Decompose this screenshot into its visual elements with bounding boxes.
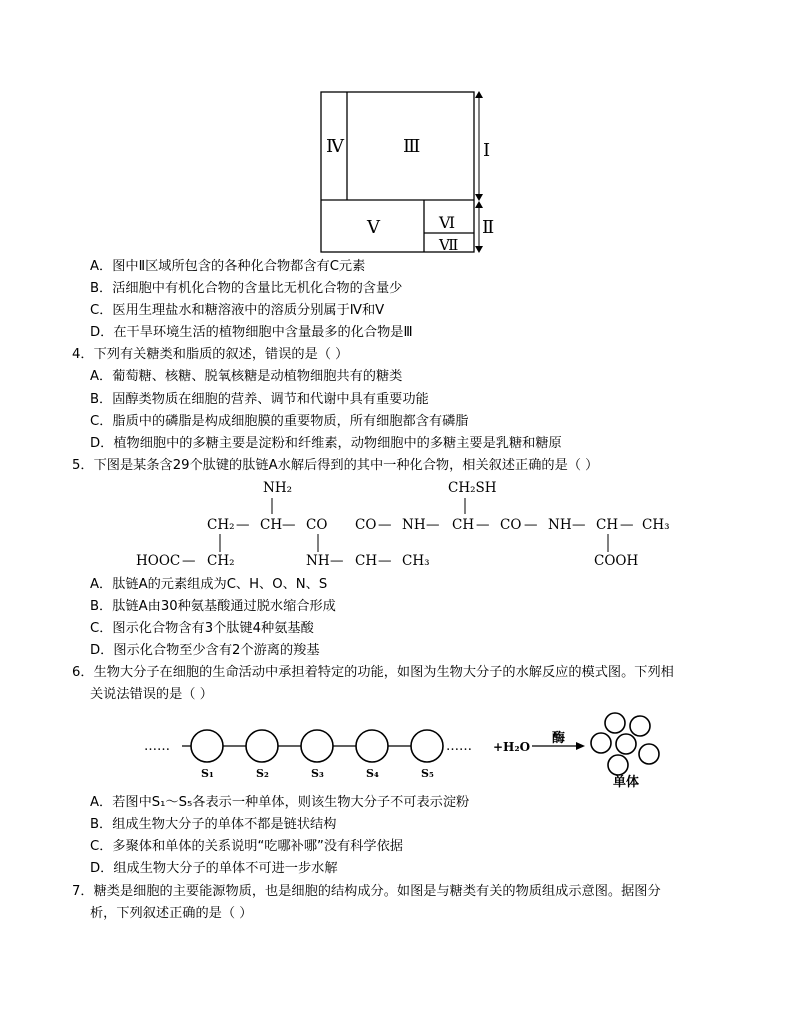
q7-stem-line1: 7．糖类是细胞的主要能源物质，也是细胞的结构成分。如图是与糖类有关的物质组成示意图。据图分 <box>72 884 661 899</box>
monomer-label: 单体 <box>613 775 640 790</box>
nh2-group: NH₂ <box>263 480 292 496</box>
q5-option-a[interactable]: A．肽链A的元素组成为C、H、O、N、S <box>90 577 328 592</box>
q6-stem-line2: 关说法错误的是（ ） <box>90 687 213 702</box>
q5-stem: 5．下图是某条含29个肽键的肽链A水解后得到的其中一种化合物，相关叙述正确的是（ ） <box>72 458 599 473</box>
row2-nh: NH <box>306 553 330 569</box>
s3-label: S₃ <box>311 767 324 780</box>
q5-option-d[interactable]: D．图示化合物至少含有2个游离的羧基 <box>90 643 320 658</box>
row1-ch-3: CH <box>596 517 619 533</box>
s1-label: S₁ <box>201 767 214 780</box>
label-I: Ⅰ <box>483 140 491 161</box>
hydrolysis-diagram <box>140 706 700 792</box>
row1-ch-2: CH <box>452 517 475 533</box>
row2-ch2: CH₂ <box>207 553 235 569</box>
q6-option-c[interactable]: C．多聚体和单体的关系说明“吃哪补哪”没有科学依据 <box>90 839 403 854</box>
q3-option-a[interactable]: A．图中Ⅱ区域所包含的各种化合物都含有C元素 <box>90 259 366 274</box>
row1-co-3: CO <box>500 517 522 533</box>
monomer-s5 <box>411 730 443 762</box>
monomer-s1 <box>191 730 223 762</box>
q7-stem-line2: 析，下列叙述正确的是（ ） <box>90 906 253 921</box>
chain-dots-right: …… <box>446 739 472 754</box>
free-monomer-3 <box>591 733 611 753</box>
q6-option-a[interactable]: A．若图中S₁～S₅各表示一种单体，则该生物大分子不可表示淀粉 <box>90 795 470 810</box>
monomer-s4 <box>356 730 388 762</box>
row1-dash-4: — <box>426 517 440 533</box>
cooh-group: COOH <box>594 553 639 569</box>
row1-dash-2: — <box>282 517 296 533</box>
monomer-s2 <box>246 730 278 762</box>
q3-option-c[interactable]: C．医用生理盐水和糖溶液中的溶质分别属于Ⅳ和Ⅴ <box>90 303 385 318</box>
q6-option-b[interactable]: B．组成生物大分子的单体不都是链状结构 <box>90 817 337 832</box>
label-IV: Ⅳ <box>326 136 344 157</box>
q4-option-c[interactable]: C．脂质中的磷脂是构成细胞膜的重要物质，所有细胞都含有磷脂 <box>90 414 469 429</box>
q4-stem: 4．下列有关糖类和脂质的叙述，错误的是（ ） <box>72 347 349 362</box>
row1-ch: CH <box>260 517 283 533</box>
label-V: Ⅴ <box>367 217 380 238</box>
q3-option-b[interactable]: B．活细胞中有机化合物的含量比无机化合物的含量少 <box>90 281 403 296</box>
q4-option-d[interactable]: D．植物细胞中的多糖主要是淀粉和纤维素，动物细胞中的多糖主要是乳糖和糖原 <box>90 436 562 451</box>
row1-co-1: CO <box>306 517 328 533</box>
label-VI: Ⅵ <box>439 213 456 232</box>
q3-option-d[interactable]: D．在干旱环境生活的植物细胞中含量最多的化合物是Ⅲ <box>90 325 413 340</box>
q4-option-a[interactable]: A．葡萄糖、核糖、脱氧核糖是动植物细胞共有的糖类 <box>90 369 403 384</box>
s4-label: S₄ <box>366 767 379 780</box>
free-monomer-2 <box>630 716 650 736</box>
row1-co-2: CO <box>355 517 377 533</box>
free-monomer-4 <box>616 734 636 754</box>
label-III: Ⅲ <box>403 136 421 157</box>
row1-dash-6: — <box>524 517 538 533</box>
row2-ch3: CH₃ <box>402 553 430 569</box>
q6-option-d[interactable]: D．组成生物大分子的单体不可进一步水解 <box>90 861 338 876</box>
compound-classification-figure <box>315 88 505 256</box>
label-VII: Ⅶ <box>439 236 459 254</box>
q5-option-c[interactable]: C．图示化合物含有3个肽键4种氨基酸 <box>90 621 314 636</box>
free-monomer-6 <box>608 755 628 775</box>
free-monomer-5 <box>639 744 659 764</box>
s5-label: S₅ <box>421 767 434 780</box>
q5-option-b[interactable]: B．肽链A由30种氨基酸通过脱水缩合形成 <box>90 599 336 614</box>
ch2sh-group: CH₂SH <box>448 480 497 496</box>
monomer-s3 <box>301 730 333 762</box>
chain-dots-left: …… <box>144 739 170 754</box>
peptide-structure-figure <box>130 474 690 574</box>
row1-ch2: CH₂ <box>207 517 235 533</box>
water-label: +H₂O <box>493 740 531 754</box>
q4-option-b[interactable]: B．固醇类物质在细胞的营养、调节和代谢中具有重要功能 <box>90 392 429 407</box>
row1-ch3: CH₃ <box>642 517 670 533</box>
hooc-group: HOOC <box>136 553 181 569</box>
row2-dash-1: — <box>182 553 196 569</box>
row1-dash-5: — <box>476 517 490 533</box>
row1-nh-1: NH <box>402 517 426 533</box>
q6-stem-line1: 6．生物大分子在细胞的生命活动中承担着特定的功能，如图为生物大分子的水解反应的模式图。下列相 <box>72 665 674 680</box>
row2-dash-2: — <box>330 553 344 569</box>
row1-dash-1: — <box>236 517 250 533</box>
s2-label: S₂ <box>256 767 269 780</box>
row1-dash-3: — <box>378 517 392 533</box>
row2-dash-3: — <box>378 553 392 569</box>
row1-nh-2: NH <box>548 517 572 533</box>
enzyme-label: 酶 <box>552 731 566 746</box>
label-II: Ⅱ <box>482 217 495 238</box>
row2-ch: CH <box>355 553 378 569</box>
free-monomer-1 <box>605 713 625 733</box>
row1-dash-8: — <box>620 517 634 533</box>
row1-dash-7: — <box>572 517 586 533</box>
